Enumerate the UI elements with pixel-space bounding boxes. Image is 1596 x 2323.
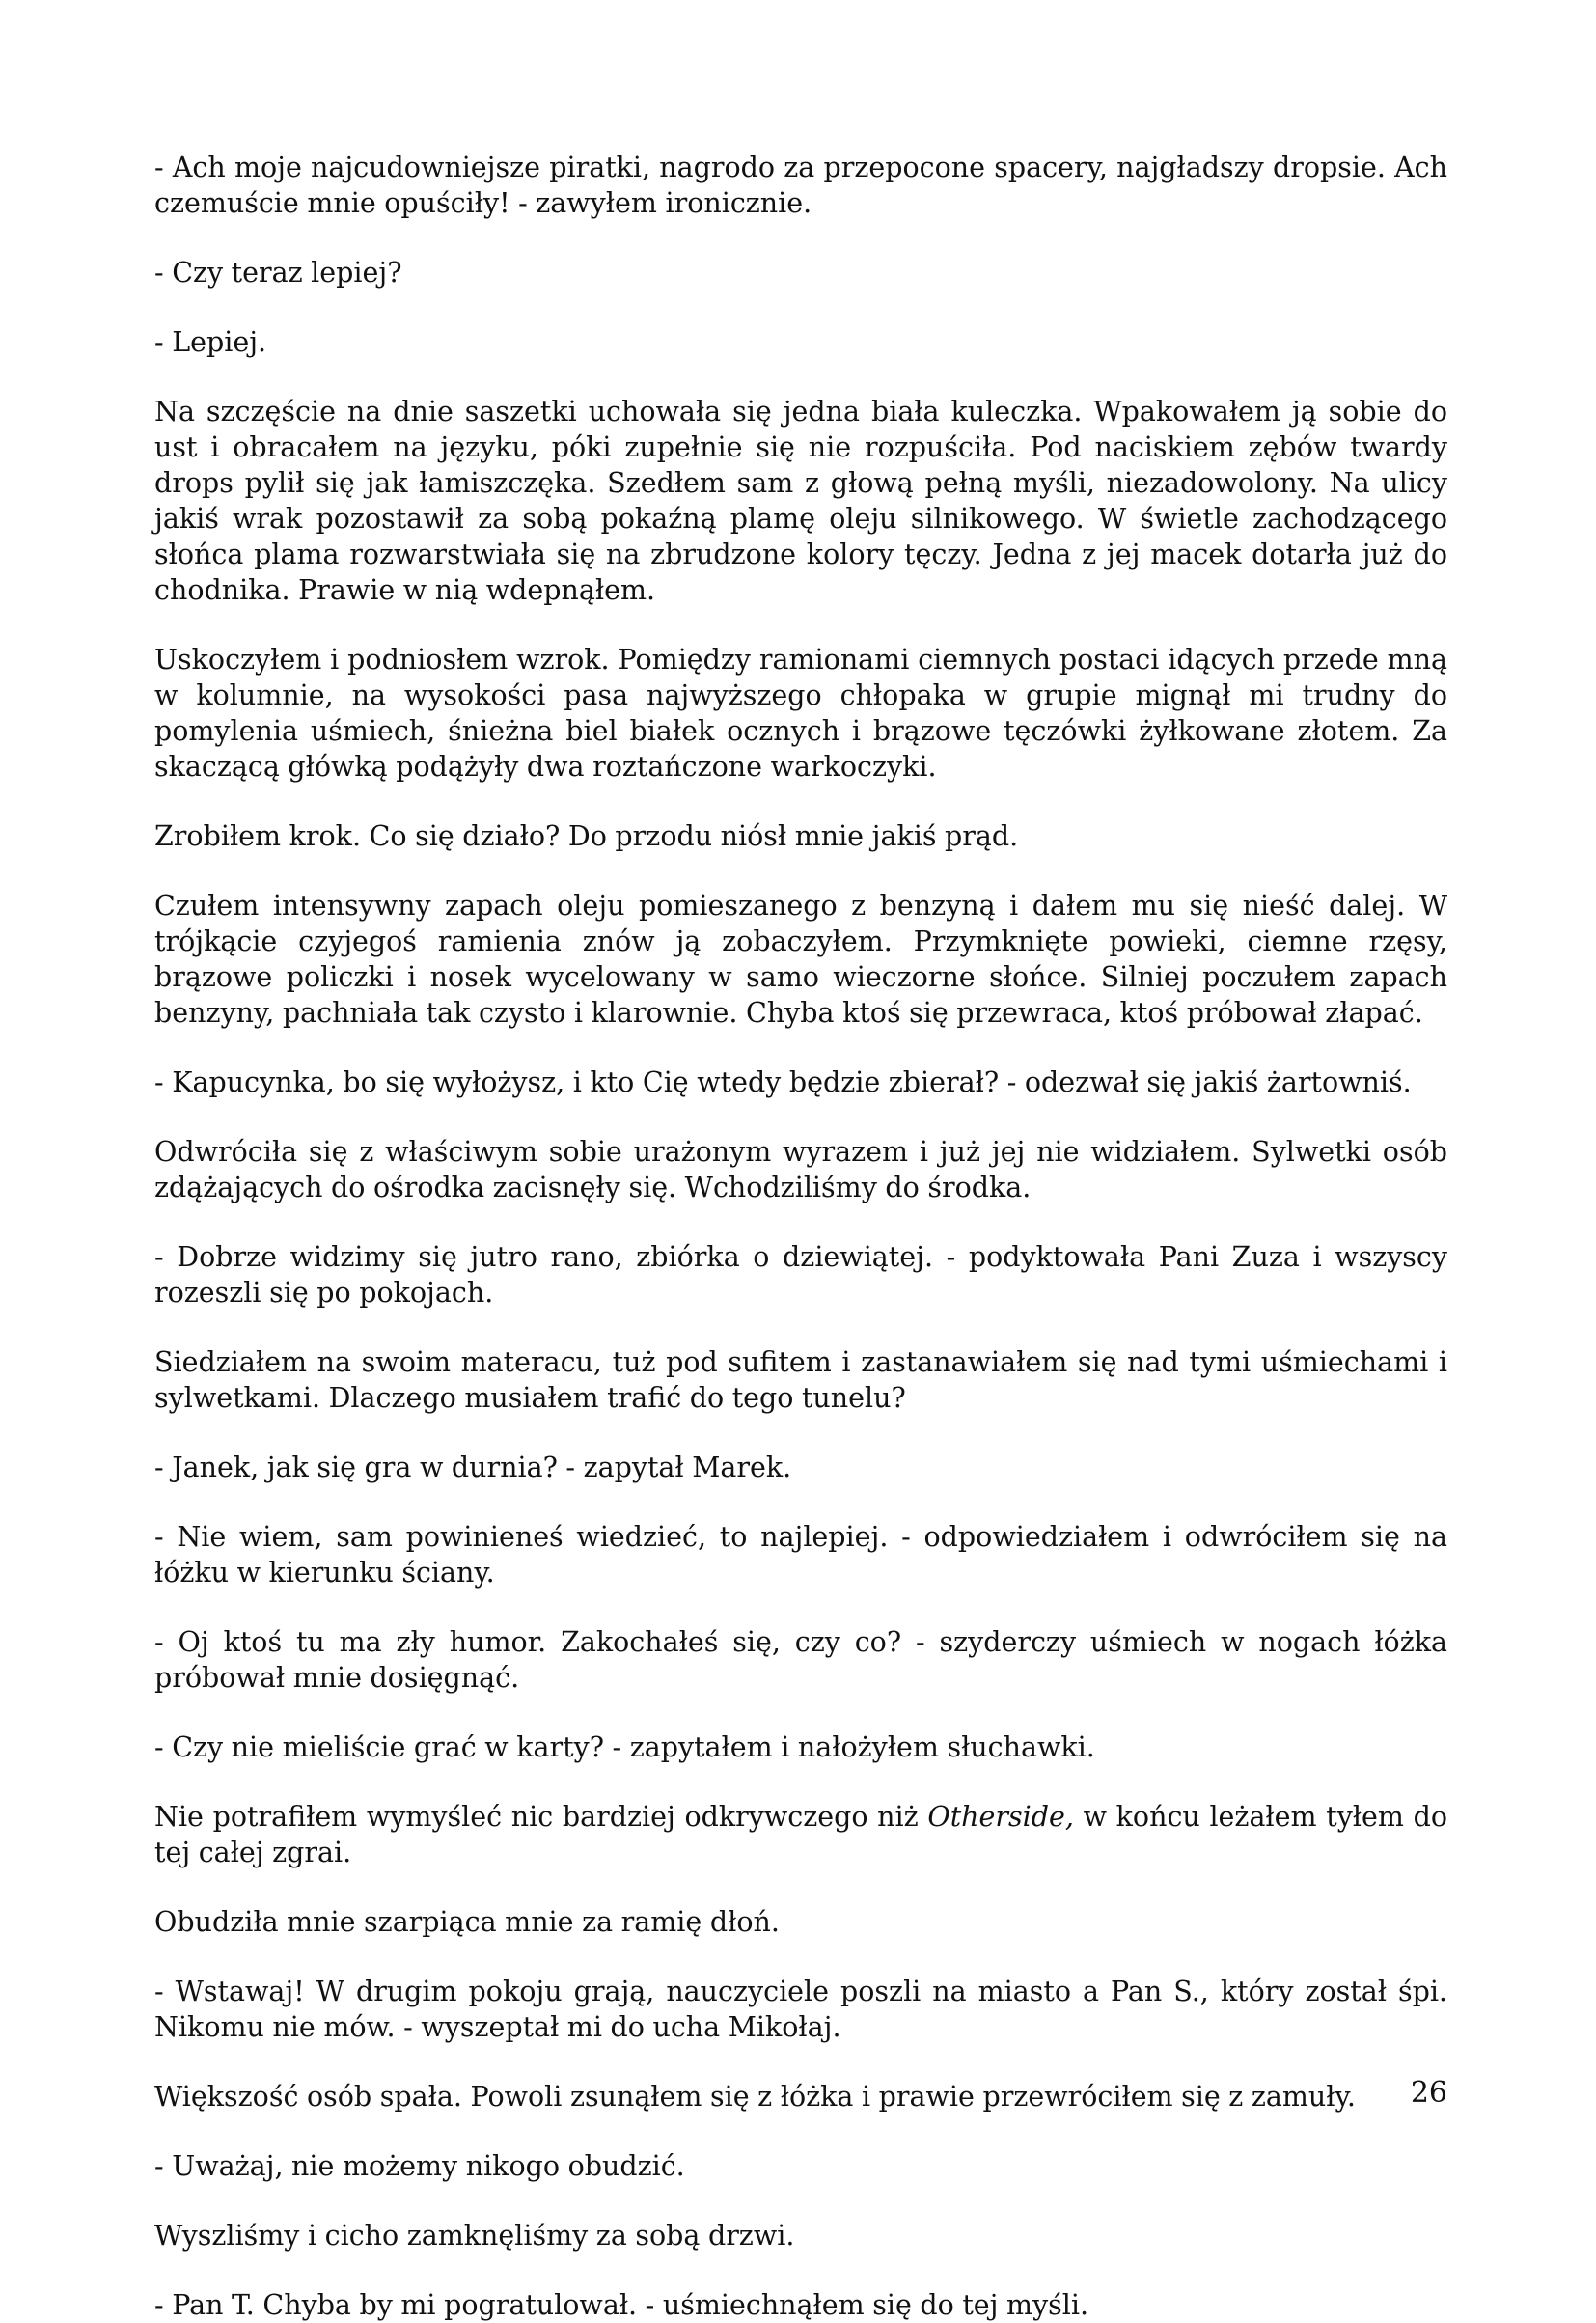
paragraph-9: Odwróciła się z właściwym sobie urażonym wyrazem i już jej nie widziałem. Sylwetki osób zdążających do ośrodka zacisnęły się. Wchodziliśmy do środka. <box>154 1136 1447 1203</box>
paragraph-7: Czułem intensywny zapach oleju pomieszanego z benzyną i dałem mu się nieść dalej. W trójkącie czyjegoś ramienia znów ją zobaczyłem. Przymknięte powieki, ciemne rzęsy, brązowe policzki i nosek wycelowany w samo wieczorne słońce. Silniej poczułem zapach benzyny, pachniała tak czysto i klarownie. Chyba ktoś się przewraca, ktoś próbował złapać. <box>154 890 1447 1029</box>
paragraph-17: Obudziła mnie szarpiąca mnie za ramię dłoń. <box>154 1906 780 1938</box>
paragraph-16-italic-title: Otherside, <box>927 1801 1074 1833</box>
paragraph-1: - Ach moje najcudowniejsze piratki, nagrodo za przepocone spacery, najgładszy dropsie. Ach czemuście mnie opuściły! - zawyłem ironicznie. <box>154 152 1447 219</box>
paragraph-13: - Nie wiem, sam powinieneś wiedzieć, to najlepiej. - odpowiedziałem i odwróciłem się na łóżku w kierunku ściany. <box>154 1521 1447 1589</box>
paragraph-16-before: Nie potrafiłem wymyśleć nic bardziej odkrywczego niż <box>154 1801 928 1833</box>
paragraph-16-after: w końcu leżałem tyłem do tej całej zgrai. <box>154 1801 1447 1868</box>
paragraph-21: Wyszliśmy i cicho zamknęliśmy za sobą drzwi. <box>154 2220 795 2252</box>
paragraph-10: - Dobrze widzimy się jutro rano, zbiórka o dziewiątej. - podyktowała Pani Zuza i wszyscy rozeszli się po pokojach. <box>154 1241 1447 1309</box>
paragraph-6: Zrobiłem krok. Co się działo? Do przodu niósł mnie jakiś prąd. <box>154 820 1019 852</box>
paragraph-12: - Janek, jak się gra w durnia? - zapytał Marek. <box>154 1452 792 1483</box>
page-number: 26 <box>1410 2076 1447 2110</box>
paragraph-5: Uskoczyłem i podniosłem wzrok. Pomiędzy ramionami ciemnych postaci idących przede mną w kolumnie, na wysokości pasa najwyższego chłopaka w grupie mignął mi trudny do pomylenia uśmiech, śnieżna biel białek ocznych i brązowe tęczówki żyłkowane złotem. Za skaczącą główką podążyły dwa roztańczone warkoczyki. <box>154 644 1447 783</box>
paragraph-4: Na szczęście na dnie saszetki uchowała się jedna biała kuleczka. Wpakowałem ją sobie do ust i obracałem na języku, póki zupełnie się nie rozpuściła. Pod naciskiem zębów twardy drops pylił się jak łamiszczęka. Szedłem sam z głową pełną myśli, niezadowolony. Na ulicy jakiś wrak pozostawił za sobą pokaźną plamę oleju silnikowego. W świetle zachodzącego słońca plama rozwarstwiała się na zbrudzone kolory tęczy. Jedna z jej macek dotarła już do chodnika. Prawie w nią wdepnąłem. <box>154 396 1447 606</box>
paragraph-18: - Wstawaj! W drugim pokoju grają, nauczyciele poszli na miasto a Pan S., który został śpi. Nikomu nie mów. - wyszeptał mi do ucha Mikołaj. <box>154 1976 1447 2043</box>
paragraph-14: - Oj ktoś tu ma zły humor. Zakochałeś się, czy co? - szyderczy uśmiech w nogach łóżka próbował mnie dosięgnąć. <box>154 1626 1447 1694</box>
paragraph-16 <box>154 1799 1447 1870</box>
paragraph-11: Siedziałem na swoim materacu, tuż pod sufitem i zastanawiałem się nad tymi uśmiechami i sylwetkami. Dlaczego musiałem trafić do tego tunelu? <box>154 1346 1447 1414</box>
paragraph-19: Większość osób spała. Powoli zsunąłem się z łóżka i prawie przewróciłem się z zamuły. <box>154 2081 1356 2113</box>
paragraph-3: - Lepiej. <box>154 326 267 358</box>
paragraph-8: - Kapucynka, bo się wyłożysz, i kto Cię wtedy będzie zbierał? - odezwał się jakiś żartowniś. <box>154 1066 1412 1098</box>
paragraph-2: - Czy teraz lepiej? <box>154 257 402 289</box>
paragraph-20: - Uważaj, nie możemy nikogo obudzić. <box>154 2150 685 2182</box>
page-body <box>154 150 1447 2323</box>
paragraph-22: - Pan T. Chyba by mi pogratulował. - uśmiechnąłem się do tej myśli. <box>154 2289 1089 2321</box>
paragraph-15: - Czy nie mieliście grać w karty? - zapytałem i nałożyłem słuchawki. <box>154 1731 1095 1763</box>
